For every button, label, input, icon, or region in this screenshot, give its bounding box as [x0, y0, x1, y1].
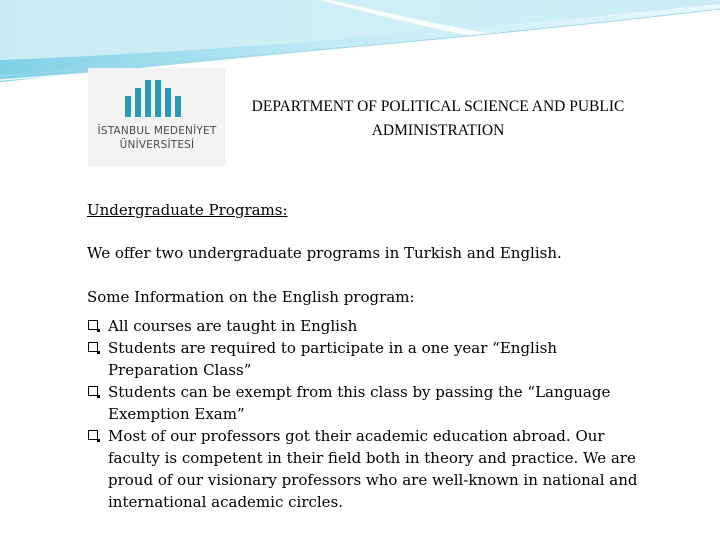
logo-text-line1: İSTANBUL MEDENİYET	[97, 125, 217, 137]
section-heading: Undergraduate Programs:	[87, 201, 288, 219]
checkbox-square-icon	[88, 320, 98, 330]
list-item-text: Students can be exempt from this class by passing the “Language Exemption Exam”	[108, 383, 611, 423]
university-logo	[88, 68, 226, 166]
list-item	[87, 381, 647, 425]
logo-bars-icon	[88, 68, 226, 124]
checkbox-square-icon	[88, 430, 98, 440]
checkbox-square-icon	[88, 386, 98, 396]
list-item-text: All courses are taught in English	[108, 317, 358, 335]
intro-text: We offer two undergraduate programs in Turkish and English.	[87, 244, 562, 262]
info-heading: Some Information on the English program:	[87, 288, 415, 306]
list-item	[87, 337, 647, 381]
bullet-list	[87, 315, 647, 513]
list-item	[87, 315, 647, 337]
logo-text-line2: ÜNİVERSİTESİ	[119, 139, 195, 151]
list-item	[87, 425, 647, 513]
checkbox-square-icon	[88, 342, 98, 352]
list-item-text: Students are required to participate in a one year “English Preparation Class”	[108, 339, 558, 379]
department-title: DEPARTMENT OF POLITICAL SCIENCE AND PUBLIC ADMINISTRATION	[251, 98, 625, 139]
list-item-text: Most of our professors got their academic education abroad. Our faculty is competent in their field both in theory and practice. We are proud of our visionary professors who are well-known in national and international academic circles.	[108, 427, 638, 511]
